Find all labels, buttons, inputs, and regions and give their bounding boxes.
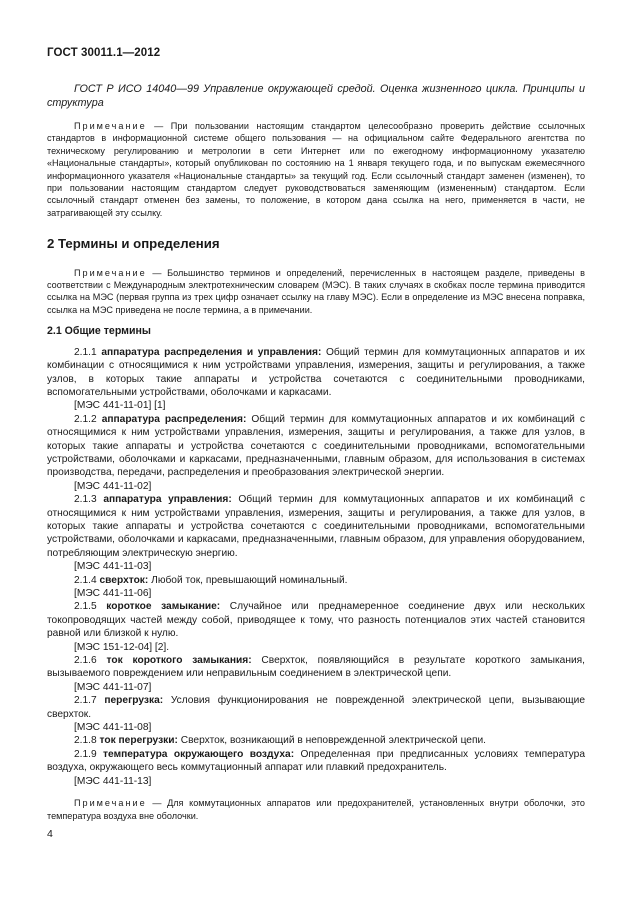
final-note: [47, 797, 585, 822]
term-definition: Сверхток, появляющийся в результате короткого замыкания, вызываемого повреждением или неправильным соединением в электрической цепи.: [47, 655, 585, 680]
note-label: Примечание: [74, 267, 147, 278]
term-entry: [47, 748, 585, 775]
term-definition: Общий термин для коммутационных аппаратов и их комбинаций с относящимися к ним устройствами управления, измерения, защиты и регулирования, а также для узлов, в которых такие аппараты и устройства сочетаются с соединительными проводниками, вспомогательными устройствами, оболочками и каркасами, предназначенными, главным образом, для управления оборудованием, потребляющим электрическую энергию.: [47, 494, 585, 559]
section-note: [47, 267, 585, 317]
note-text: — При пользовании настоящим стандартом целесообразно проверить действие ссылочных стандартов в информационной системе общего пользования — на официальном сайте Федерального агентства по техническому регулированию и метрологии в сети Интернет или по ежегодному информационному указателю «Национальные стандарты», который опубликован по состоянию на 1 января текущего года, и по выпускам ежемесячного информационного указателя «Национальные стандарты» за текущий год. Если ссылочный стандарт заменен (изменен), то при пользовании настоящим стандартом следует руководствоваться заменяющим (измененным) стандартом. Если ссылочный стандарт отменен без замены, то положение, в котором дана ссылка на него, применяется в части, не затрагивающей эту ссылку.: [47, 121, 585, 218]
intro-note: [47, 120, 585, 219]
section-title: 2 Термины и определения: [47, 236, 220, 252]
term-entry: [47, 694, 585, 721]
term-reference: [МЭС 441-11-08]: [74, 722, 152, 734]
terms-list: [47, 346, 585, 788]
note-text: — Большинство терминов и определений, перечисленных в настоящем разделе, приведены в соответствии с Международным электротехническим словарем (МЭС). В таких случаях в скобках после термина приводится ссылка на МЭС (первая группа из трех цифр означает ссылку на главу МЭС). Если в определение из МЭС внесена поправка, ссылка на МЭС приведена не после термина, а в примечании.: [47, 267, 585, 315]
page-number: 4: [47, 828, 53, 840]
term-number: 2.1.9: [74, 748, 97, 760]
term-number: 2.1.4: [74, 574, 97, 586]
term-number: 2.1.6: [74, 655, 97, 667]
term-definition: Общий термин для коммутационных аппаратов и их комбинации с относящимися к ним устройствами управления, измерения, защиты и регулирования, а также узлов, в которых такие аппараты и устройства сочетаются с соединительными проводниками, вспомогательными устройствами, оболочками и каркасами.: [47, 346, 585, 398]
term-name: ток короткого замыкания:: [106, 655, 252, 667]
term-entry: [47, 574, 585, 587]
term-reference: [МЭС 441-11-03]: [74, 561, 152, 573]
term-name: температура окружающего воздуха:: [103, 748, 295, 760]
term-definition: Определенная при предписанных условиях температура воздуха, окружающего весь коммутационный аппарат или плавкий предохранитель.: [47, 748, 585, 774]
term-number: 2.1.1: [74, 346, 97, 358]
note-label: Примечание: [74, 798, 147, 809]
term-name: сверхток:: [99, 574, 149, 586]
term-entry: [47, 654, 585, 681]
term-definition: Условия функционирования не поврежденной электрической цепи, вызывающие сверхток.: [47, 695, 585, 720]
term-reference: [МЭС 441-11-06]: [74, 588, 152, 599]
term-name: аппаратура распределения и управления:: [101, 346, 322, 358]
term-number: 2.1.2: [74, 413, 97, 425]
document-body: [47, 82, 585, 822]
note-label: Примечание: [74, 121, 147, 131]
term-reference: [МЭС 441-11-07]: [74, 681, 152, 693]
term-number: 2.1.5: [74, 601, 97, 613]
term-definition: Любой ток, превышающий номинальный.: [148, 574, 348, 586]
term-entry: [47, 493, 585, 560]
term-number: 2.1.3: [74, 494, 97, 506]
term-number: 2.1.8: [74, 735, 97, 747]
subsection-title: 2.1 Общие термины: [47, 325, 151, 338]
note-text: — Для коммутационных аппаратов или предохранителей, установленных внутри оболочки, это температура воздуха вне оболочки.: [47, 798, 585, 821]
term-entry: [47, 734, 585, 747]
term-reference: [МЭС 441-11-02]: [74, 480, 152, 492]
term-name: аппаратура управления:: [103, 494, 232, 506]
term-definition: Общий термин для коммутационных аппаратов и их комбинаций с относящимися к ним устройствами управления, измерения, защиты и регулирования, а также для узлов, в которых такие аппараты и устройства сочетаются с соединительными проводниками, вспомогательными устройствами, оболочками и каркасами, предназначенными, главным образом, для использования в системах производства, передачи, распределения и преобразования электрической энергии.: [47, 413, 585, 479]
term-reference: [МЭС 441-11-13]: [74, 775, 152, 787]
term-reference: [МЭС 151-12-04] [2].: [74, 641, 170, 653]
term-name: ток перегрузки:: [99, 735, 178, 747]
term-name: перегрузка:: [104, 695, 164, 707]
standard-reference: ГОСТ Р ИСО 14040—99 Управление окружающей средой. Оценка жизненного цикла. Принципы и структура: [47, 83, 585, 109]
term-entry: [47, 600, 585, 640]
term-name: короткое замыкание:: [106, 601, 221, 613]
document-header: ГОСТ 30011.1—2012: [47, 47, 161, 59]
term-name: аппаратура распределения:: [101, 413, 247, 425]
term-number: 2.1.7: [74, 695, 97, 707]
term-entry: [47, 413, 585, 480]
term-definition: Случайное или преднамеренное соединение двух или нескольких токопроводящих частей между собой, приводящее к тому, что разность потенциалов этих частей становится равной или близкой к нулю.: [47, 601, 585, 640]
term-definition: Сверхток, возникающий в неповрежденной электрической цепи.: [177, 735, 486, 747]
term-entry: [47, 346, 585, 400]
term-reference: [МЭС 441-11-01] [1]: [74, 400, 166, 412]
